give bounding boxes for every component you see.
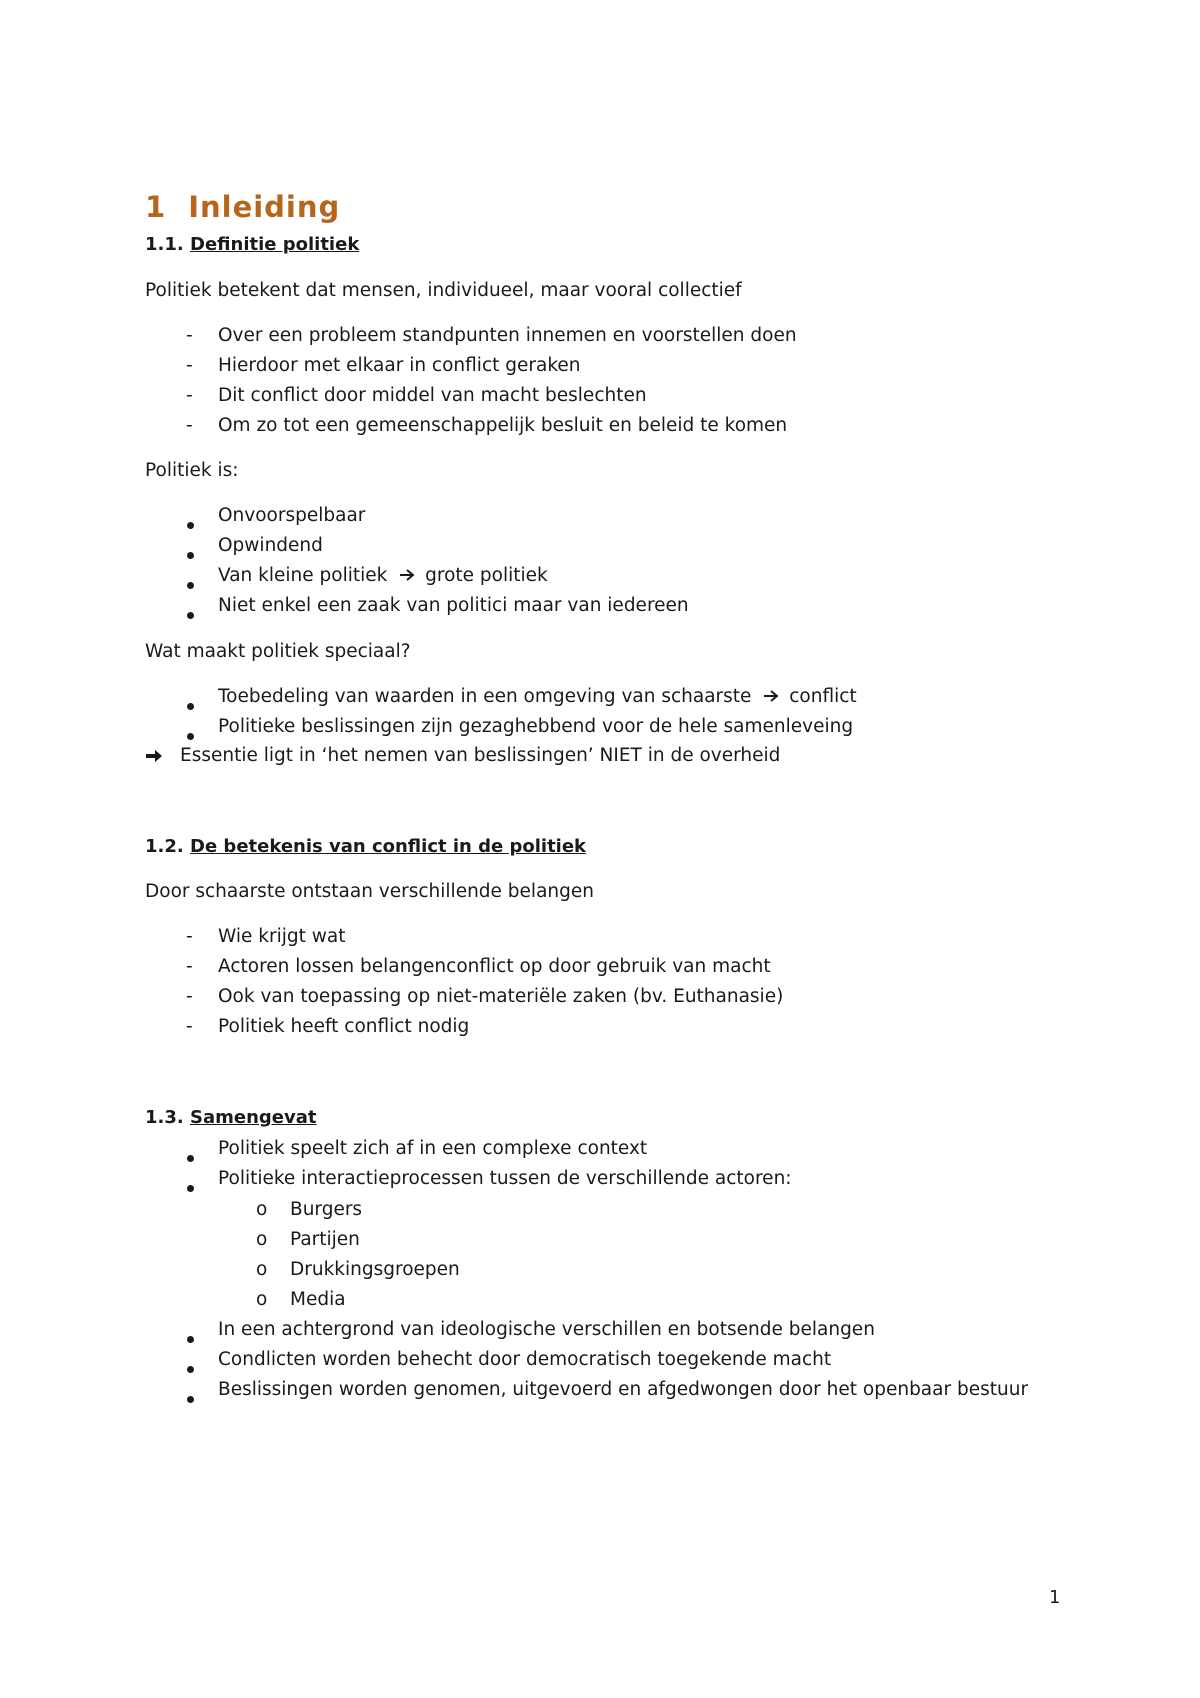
list-item-text: Actoren lossen belangenconflict op door gebruik van macht [218, 956, 771, 977]
list-item [186, 926, 193, 947]
section-heading-1-2 [145, 836, 586, 857]
arrow-right-icon [399, 568, 415, 582]
list-item-text: In een achtergrond van ideologische verschillen en botsende belangen [218, 1319, 875, 1340]
list-item-text: Politiek speelt zich af in een complexe context [218, 1138, 648, 1159]
bullet-icon [187, 1356, 194, 1378]
list-item-text: Hierdoor met elkaar in conflict geraken [218, 355, 581, 376]
dash-marker: - [186, 415, 193, 436]
bullet-icon [187, 723, 194, 745]
bullet-icon [187, 1326, 194, 1348]
bullet-icon [187, 1386, 194, 1408]
bullet-icon [187, 1175, 194, 1197]
list-item-text: Ook van toepassing op niet-materiële zaken (bv. Euthanasie) [218, 986, 784, 1007]
bullet-icon [187, 693, 194, 715]
list-item [186, 385, 193, 406]
sub-bullet-marker: o [256, 1229, 268, 1250]
dash-marker: - [186, 956, 193, 977]
paragraph: Door schaarste ontstaan verschillende belangen [145, 881, 594, 902]
bullet-icon [187, 542, 194, 564]
list-item-text: Politiek heeft conflict nodig [218, 1016, 470, 1037]
section-number: 1.3. [145, 1107, 184, 1128]
bold-arrow-icon [145, 747, 163, 769]
sub-list-item-text: Partijen [290, 1229, 360, 1250]
list-item-text: Over een probleem standpunten innemen en voorstellen doen [218, 325, 797, 346]
list-item-text: Om zo tot een gemeenschappelijk besluit en beleid te komen [218, 415, 788, 436]
paragraph: Politiek is: [145, 460, 239, 481]
dash-marker: - [186, 1016, 193, 1037]
list-item [186, 355, 193, 376]
section-heading-1-1 [145, 234, 359, 255]
heading-1 [145, 190, 340, 224]
list-item-text: Van kleine politiek [218, 565, 388, 586]
sub-bullet-marker: o [256, 1199, 268, 1220]
list-item [186, 986, 193, 1007]
arrow-right-icon [763, 689, 779, 703]
bullet-icon [187, 512, 194, 534]
list-item-text: Niet enkel een zaak van politici maar van iedereen [218, 595, 689, 616]
bullet-icon [187, 1145, 194, 1167]
sub-bullet-marker: o [256, 1259, 268, 1280]
list-item [218, 565, 548, 586]
section-number: 1.2. [145, 836, 184, 857]
list-item-text: Beslissingen worden genomen, uitgevoerd en afgedwongen door het openbaar bestuur [218, 1379, 1029, 1400]
list-item-text: Essentie ligt in ‘het nemen van beslissingen’ NIET in de overheid [180, 745, 781, 766]
list-item-text: Politieke interactieprocessen tussen de verschillende actoren: [218, 1168, 792, 1189]
bullet-icon [187, 572, 194, 594]
page-number: 1 [1049, 1587, 1061, 1608]
section-title: Samengevat [190, 1107, 317, 1128]
paragraph: Wat maakt politiek speciaal? [145, 641, 411, 662]
bullet-icon [187, 602, 194, 624]
list-item-text: Dit conflict door middel van macht beslechten [218, 385, 647, 406]
list-item-text: Toebedeling van waarden in een omgeving van schaarste [218, 686, 752, 707]
dash-marker: - [186, 926, 193, 947]
section-number: 1.1. [145, 234, 184, 255]
list-item-text: conflict [789, 686, 857, 707]
dash-marker: - [186, 355, 193, 376]
section-title: De betekenis van conflict in de politiek [190, 836, 587, 857]
section-title: Definitie politiek [190, 234, 360, 255]
dash-marker: - [186, 385, 193, 406]
list-item-text: Onvoorspelbaar [218, 505, 366, 526]
sub-list-item-text: Drukkingsgroepen [290, 1259, 460, 1280]
section-heading-1-3 [145, 1107, 316, 1128]
list-item [186, 415, 193, 436]
list-item [186, 325, 193, 346]
heading-1-title: Inleiding [188, 190, 341, 224]
sub-list-item-text: Burgers [290, 1199, 363, 1220]
list-item-text: Politieke beslissingen zijn gezaghebbend voor de hele samenleveing [218, 716, 854, 737]
dash-marker: - [186, 986, 193, 1007]
paragraph: Politiek betekent dat mensen, individueel, maar vooral collectief [145, 280, 742, 301]
sub-list-item-text: Media [290, 1289, 346, 1310]
dash-marker: - [186, 325, 193, 346]
sub-bullet-marker: o [256, 1289, 268, 1310]
list-item-text: Wie krijgt wat [218, 926, 346, 947]
heading-1-number: 1 [145, 190, 167, 224]
list-item-text: grote politiek [425, 565, 548, 586]
list-item [186, 956, 193, 977]
list-item [186, 1016, 193, 1037]
list-item [218, 686, 857, 707]
list-item-text: Opwindend [218, 535, 323, 556]
list-item-text: Condlicten worden behecht door democratisch toegekende macht [218, 1349, 832, 1370]
